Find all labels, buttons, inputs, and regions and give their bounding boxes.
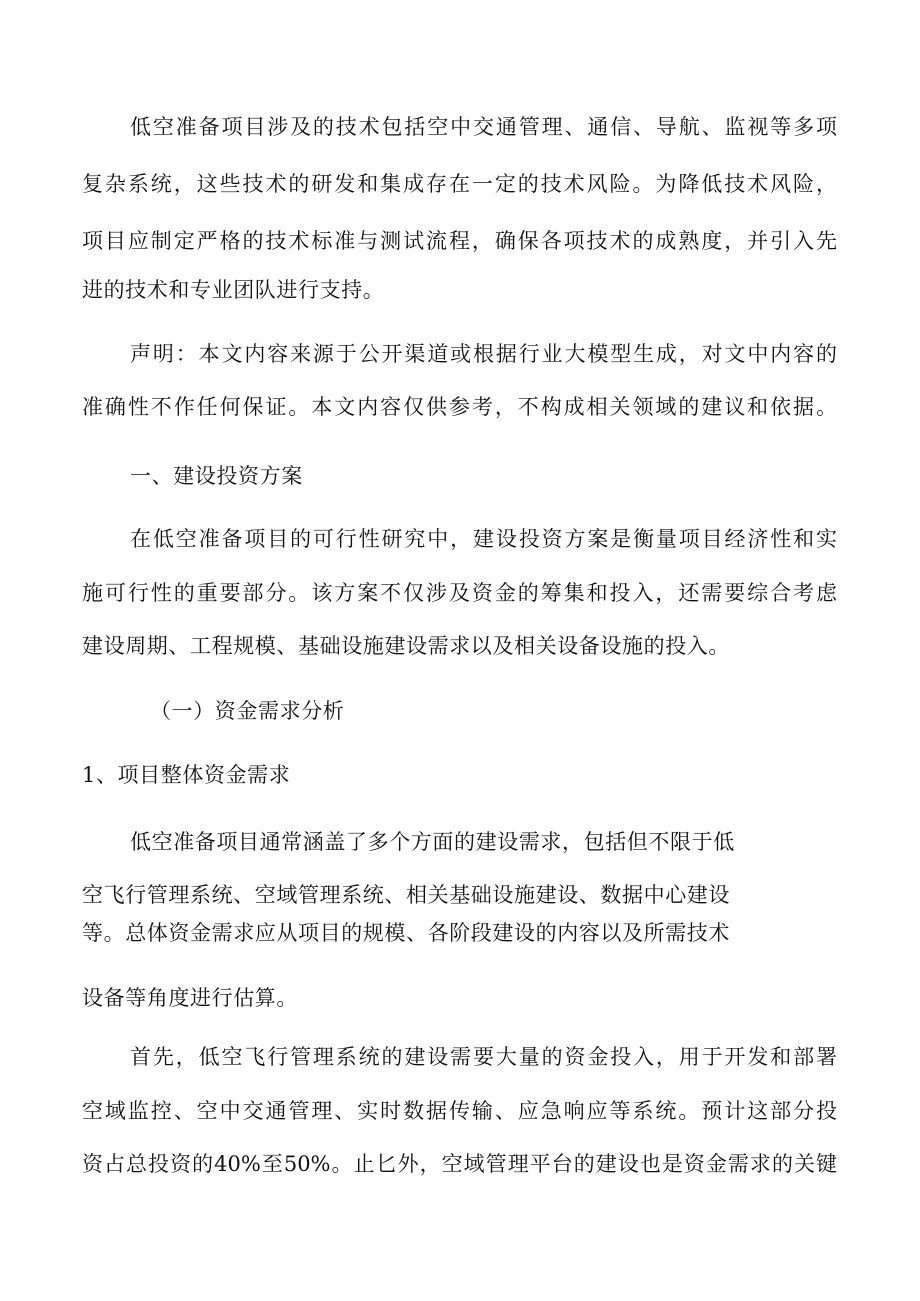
heading-construction-investment: 一、建设投资方案	[130, 464, 303, 488]
section-intro-line-3: 建设周期、工程规模、基础设施建设需求以及相关设备设施的投入。	[82, 634, 730, 658]
first-para-line-1: 首先，低空飞行管理系统的建设需要大量的资金投入，用于开发和部署	[130, 1045, 837, 1069]
disclaimer-line-1: 声明：本文内容来源于公开渠道或根据行业大模型生成，对文中内容的	[130, 342, 837, 366]
demand-para-line-1: 低空准备项目通常涵盖了多个方面的建设需求，包括但不限于低	[130, 830, 735, 854]
disclaimer-line-2: 准确性不作任何保证。本文内容仅供参考，不构成相关领域的建议和依据。	[82, 395, 837, 419]
paragraph-intro-line-1: 低空准备项目涉及的技术包括空中交通管理、通信、导航、监视等多项	[130, 115, 837, 139]
demand-para-line-3: 等。总体资金需求应从项目的规模、各阶段建设的内容以及所需技术	[82, 921, 730, 945]
first-para-line-2: 空域监控、空中交通管理、实时数据传输、应急响应等系统。预计这部分投	[82, 1099, 837, 1123]
demand-para-line-4: 设备等角度进行估算。	[82, 986, 298, 1010]
section-intro-line-1: 在低空准备项目的可行性研究中，建设投资方案是衡量项目经济性和实	[130, 527, 837, 551]
paragraph-intro-line-2: 复杂系统，这些技术的研发和集成存在一定的技术风险。为降低技术风险，	[82, 172, 837, 196]
paragraph-intro-line-4: 进的技术和专业团队进行支持。	[82, 278, 385, 302]
heading-overall-funding-need: 1、项目整体资金需求	[82, 763, 291, 787]
section-intro-line-2: 施可行性的重要部分。该方案不仅涉及资金的筹集和投入，还需要综合考虑	[82, 581, 837, 605]
demand-para-line-2: 空飞行管理系统、空域管理系统、相关基础设施建设、数据中心建设	[82, 883, 730, 907]
paragraph-intro-line-3: 项目应制定严格的技术标准与测试流程，确保各项技术的成熟度，并引入先	[82, 229, 837, 253]
first-para-line-3: 资占总投资的40%至50%。止匕外，空域管理平台的建设也是资金需求的关键	[82, 1152, 837, 1176]
heading-funding-analysis: （一）资金需求分析	[150, 699, 345, 723]
